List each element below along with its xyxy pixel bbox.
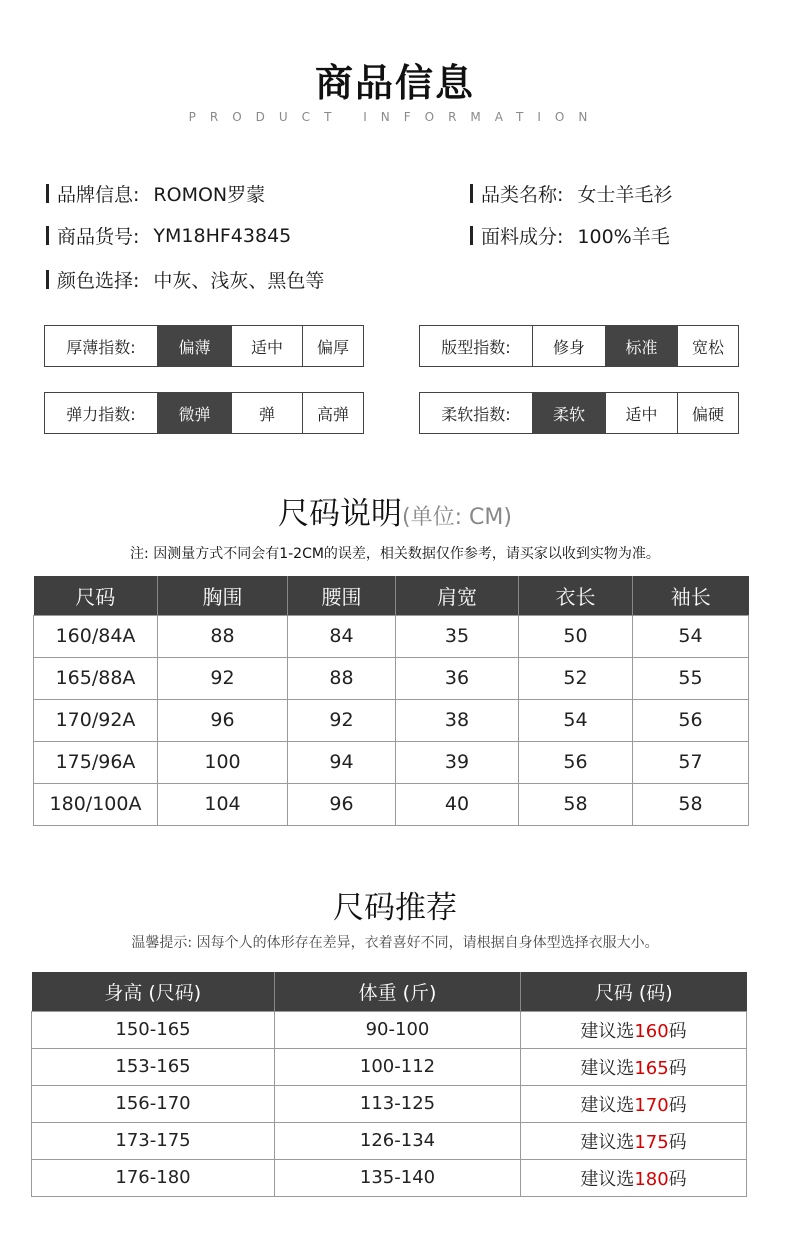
weight-cell: 113-125 bbox=[275, 1085, 521, 1122]
weight-cell: 90-100 bbox=[275, 1011, 521, 1048]
item-no-label: 商品货号: bbox=[57, 226, 140, 248]
elasticity-option: 高弹 bbox=[302, 393, 363, 433]
table-cell: 92 bbox=[158, 657, 288, 699]
column-header: 尺码 bbox=[34, 576, 158, 615]
table-cell: 35 bbox=[396, 615, 519, 657]
suggestion-prefix: 建议选 bbox=[580, 1094, 635, 1116]
table-cell: 50 bbox=[519, 615, 633, 657]
weight-cell: 100-112 bbox=[275, 1048, 521, 1085]
suggestion-prefix: 建议选 bbox=[580, 1168, 635, 1190]
thickness-option: 偏薄 bbox=[157, 326, 231, 366]
table-cell: 170/92A bbox=[34, 699, 158, 741]
recommend-table bbox=[31, 972, 747, 1197]
bullet-bar bbox=[46, 184, 49, 203]
table-cell: 92 bbox=[288, 699, 396, 741]
table-cell: 54 bbox=[519, 699, 633, 741]
size-chart-unit: (单位: CM) bbox=[402, 505, 512, 530]
table-cell: 96 bbox=[288, 783, 396, 825]
table-cell: 57 bbox=[633, 741, 749, 783]
suggested-size: 165 bbox=[634, 1057, 669, 1079]
elasticity-option: 弹 bbox=[231, 393, 302, 433]
size-suggestion-cell bbox=[521, 1159, 747, 1196]
table-cell: 39 bbox=[396, 741, 519, 783]
height-cell: 150-165 bbox=[32, 1011, 275, 1048]
table-cell: 58 bbox=[633, 783, 749, 825]
size-suggestion-cell bbox=[521, 1011, 747, 1048]
softness-index bbox=[419, 392, 739, 434]
softness-option: 偏硬 bbox=[677, 393, 738, 433]
thickness-option: 偏厚 bbox=[302, 326, 363, 366]
color-info bbox=[46, 266, 324, 293]
weight-cell: 135-140 bbox=[275, 1159, 521, 1196]
suggested-size: 170 bbox=[634, 1094, 669, 1116]
size-chart-heading bbox=[0, 488, 790, 533]
size-suggestion-cell bbox=[521, 1122, 747, 1159]
size-suggestion-cell bbox=[521, 1085, 747, 1122]
suggestion-suffix: 码 bbox=[668, 1020, 687, 1042]
brand-label: 品牌信息: bbox=[57, 184, 140, 206]
table-cell: 40 bbox=[396, 783, 519, 825]
table-row bbox=[32, 1085, 747, 1122]
suggested-size: 180 bbox=[634, 1168, 669, 1190]
suggestion-prefix: 建议选 bbox=[580, 1057, 635, 1079]
table-cell: 55 bbox=[633, 657, 749, 699]
table-cell: 94 bbox=[288, 741, 396, 783]
height-cell: 176-180 bbox=[32, 1159, 275, 1196]
thickness-index-label: 厚薄指数: bbox=[66, 337, 136, 357]
size-chart-header-row bbox=[34, 576, 749, 615]
bullet-bar bbox=[470, 226, 473, 245]
column-header: 衣长 bbox=[519, 576, 633, 615]
table-cell: 56 bbox=[633, 699, 749, 741]
elasticity-index-label: 弹力指数: bbox=[66, 404, 136, 424]
fabric-info bbox=[470, 222, 670, 249]
suggestion-suffix: 码 bbox=[668, 1131, 687, 1153]
color-label: 颜色选择: bbox=[57, 270, 140, 292]
table-cell: 88 bbox=[288, 657, 396, 699]
table-row bbox=[32, 1011, 747, 1048]
table-cell: 160/84A bbox=[34, 615, 158, 657]
height-cell: 173-175 bbox=[32, 1122, 275, 1159]
table-row bbox=[34, 699, 749, 741]
suggested-size: 175 bbox=[634, 1131, 669, 1153]
thickness-option: 适中 bbox=[231, 326, 302, 366]
category-info bbox=[470, 180, 672, 207]
height-cell: 153-165 bbox=[32, 1048, 275, 1085]
softness-option: 适中 bbox=[605, 393, 677, 433]
table-cell: 36 bbox=[396, 657, 519, 699]
column-header: 肩宽 bbox=[396, 576, 519, 615]
fit-option: 宽松 bbox=[677, 326, 738, 366]
table-cell: 165/88A bbox=[34, 657, 158, 699]
item-no-value: YM18HF43845 bbox=[153, 224, 292, 247]
table-cell: 104 bbox=[158, 783, 288, 825]
table-cell: 175/96A bbox=[34, 741, 158, 783]
brand-info bbox=[46, 180, 265, 207]
table-cell: 38 bbox=[396, 699, 519, 741]
column-header: 袖长 bbox=[633, 576, 749, 615]
table-cell: 100 bbox=[158, 741, 288, 783]
table-cell: 84 bbox=[288, 615, 396, 657]
table-cell: 180/100A bbox=[34, 783, 158, 825]
thickness-index bbox=[44, 325, 364, 367]
table-row bbox=[32, 1159, 747, 1196]
suggested-size: 160 bbox=[634, 1020, 669, 1042]
bullet-bar bbox=[46, 226, 49, 245]
fabric-label: 面料成分: bbox=[481, 226, 564, 248]
table-cell: 96 bbox=[158, 699, 288, 741]
fit-option: 标准 bbox=[605, 326, 677, 366]
table-row bbox=[34, 783, 749, 825]
recommend-header-row bbox=[32, 972, 747, 1011]
table-cell: 56 bbox=[519, 741, 633, 783]
column-header: 腰围 bbox=[288, 576, 396, 615]
category-label: 品类名称: bbox=[481, 184, 564, 206]
category-value: 女士羊毛衫 bbox=[577, 184, 673, 206]
brand-value: ROMON罗蒙 bbox=[153, 184, 266, 206]
table-row bbox=[34, 657, 749, 699]
fit-index-label: 版型指数: bbox=[441, 337, 511, 357]
table-row bbox=[32, 1048, 747, 1085]
suggestion-suffix: 码 bbox=[668, 1168, 687, 1190]
recommend-note: 温馨提示: 因每个人的体形存在差异，衣着喜好不同，请根据自身体型选择衣服大小。 bbox=[131, 935, 659, 951]
recommend-title: 尺码推荐 bbox=[333, 890, 457, 926]
elasticity-option: 微弹 bbox=[157, 393, 231, 433]
fabric-value: 100%羊毛 bbox=[577, 226, 670, 248]
weight-cell: 126-134 bbox=[275, 1122, 521, 1159]
bullet-bar bbox=[46, 270, 49, 289]
page-title: 商品信息 bbox=[314, 61, 475, 105]
table-row bbox=[32, 1122, 747, 1159]
column-header: 胸围 bbox=[158, 576, 288, 615]
column-header: 身高 (尺码) bbox=[32, 972, 275, 1011]
table-row bbox=[34, 741, 749, 783]
size-chart-title: 尺码说明 bbox=[278, 496, 403, 532]
column-header: 尺码 (码) bbox=[521, 972, 747, 1011]
softness-option: 柔软 bbox=[532, 393, 605, 433]
elasticity-index bbox=[44, 392, 364, 434]
suggestion-prefix: 建议选 bbox=[580, 1131, 635, 1153]
suggestion-suffix: 码 bbox=[668, 1094, 687, 1116]
fit-index bbox=[419, 325, 739, 367]
color-value: 中灰、浅灰、黑色等 bbox=[153, 270, 325, 292]
suggestion-prefix: 建议选 bbox=[580, 1020, 635, 1042]
size-suggestion-cell bbox=[521, 1048, 747, 1085]
page-subtitle: PRODUCT INFORMATION bbox=[188, 110, 602, 124]
table-cell: 52 bbox=[519, 657, 633, 699]
size-chart-note: 注: 因测量方式不同会有1-2CM的误差，相关数据仅作参考，请买家以收到实物为准。 bbox=[130, 546, 660, 562]
size-chart-table bbox=[33, 576, 749, 826]
table-cell: 58 bbox=[519, 783, 633, 825]
bullet-bar bbox=[470, 184, 473, 203]
fit-option: 修身 bbox=[532, 326, 605, 366]
column-header: 体重 (斤) bbox=[275, 972, 521, 1011]
suggestion-suffix: 码 bbox=[668, 1057, 687, 1079]
item-no-info bbox=[46, 222, 291, 249]
table-cell: 88 bbox=[158, 615, 288, 657]
table-row bbox=[34, 615, 749, 657]
table-cell: 54 bbox=[633, 615, 749, 657]
softness-index-label: 柔软指数: bbox=[441, 404, 511, 424]
height-cell: 156-170 bbox=[32, 1085, 275, 1122]
